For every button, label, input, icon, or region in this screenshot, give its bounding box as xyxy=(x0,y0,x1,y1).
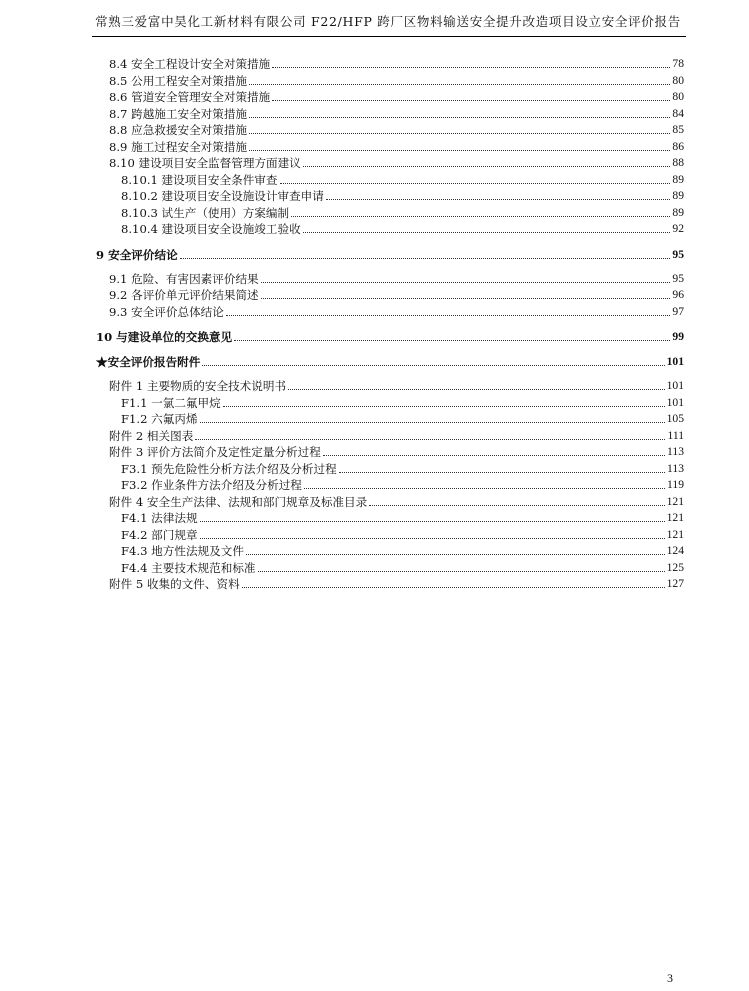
toc-entry-title: 附件 1 主要物质的安全技术说明书 xyxy=(109,379,287,393)
toc-entry-page: 95 xyxy=(672,248,684,261)
toc-entry-title: 附件 3 评价方法简介及定性定量分析过程 xyxy=(109,445,321,459)
toc-entry-8-7[interactable] xyxy=(109,105,684,121)
dot-leader xyxy=(261,298,671,299)
toc-entry-title: F4.3 地方性法规及文件 xyxy=(121,544,244,558)
toc-appendix-1[interactable] xyxy=(109,377,684,393)
dot-leader xyxy=(288,389,665,390)
toc-entry-page: 89 xyxy=(672,173,684,186)
toc-entry-f4-4[interactable] xyxy=(121,559,684,575)
toc-entry-f1-1[interactable] xyxy=(121,394,684,410)
toc-entry-title: 8.10.1 建设项目安全条件审查 xyxy=(121,173,278,187)
toc-entry-page: 80 xyxy=(672,74,684,87)
toc-entry-title: 8.5 公用工程安全对策措施 xyxy=(109,74,248,88)
dot-leader xyxy=(195,439,665,440)
toc-entry-f4-1[interactable] xyxy=(121,509,684,525)
toc-entry-title: F3.2 作业条件方法介绍及分析过程 xyxy=(121,478,302,492)
toc-entry-page: 92 xyxy=(672,222,684,235)
toc-entry-8-10-2[interactable] xyxy=(121,187,684,203)
toc-entry-title: 8.10.3 试生产（使用）方案编制 xyxy=(121,206,290,220)
dot-leader xyxy=(242,587,665,588)
toc-entry-page: 124 xyxy=(666,544,684,557)
toc-entry-page: 101 xyxy=(666,379,684,392)
dot-leader xyxy=(202,365,664,366)
toc-entry-title: F4.4 主要技术规范和标准 xyxy=(121,561,256,575)
toc-entry-page: 113 xyxy=(667,445,684,458)
toc-entry-title: F4.2 部门规章 xyxy=(121,528,198,542)
toc-entry-page: 121 xyxy=(666,528,684,541)
toc-appendices[interactable] xyxy=(96,353,684,369)
dot-leader xyxy=(323,455,665,456)
toc-entry-title: ★安全评价报告附件 xyxy=(96,355,201,369)
toc-entry-page: 97 xyxy=(672,305,684,318)
toc-entry-page: 101 xyxy=(666,355,684,368)
toc-entry-9-3[interactable] xyxy=(109,303,684,319)
toc-entry-title: 附件 4 安全生产法律、法规和部门规章及标准目录 xyxy=(109,495,368,509)
dot-leader xyxy=(369,505,664,506)
toc-appendix-5[interactable] xyxy=(109,575,684,591)
toc-entry-title: 8.10.4 建设项目安全设施竣工验收 xyxy=(121,222,301,236)
dot-leader xyxy=(200,521,665,522)
toc-entry-8-5[interactable] xyxy=(109,72,684,88)
toc-entry-page: 84 xyxy=(672,107,684,120)
toc-chapter-9[interactable] xyxy=(96,246,684,262)
toc-entry-title: F1.1 一氯二氟甲烷 xyxy=(121,396,221,410)
toc-entry-page: 121 xyxy=(666,495,684,508)
toc-entry-page: 105 xyxy=(666,412,684,425)
toc-entry-8-10-1[interactable] xyxy=(121,171,684,187)
dot-leader xyxy=(200,422,665,423)
running-header: 常熟三爱富中昊化工新材料有限公司 F22/HFP 跨厂区物料输送安全提升改造项目设立安全评价报告 xyxy=(95,14,681,29)
toc-entry-title: 8.10 建设项目安全监督管理方面建议 xyxy=(109,156,301,170)
toc-entry-f3-1[interactable] xyxy=(121,460,684,476)
toc-entry-page: 113 xyxy=(667,462,684,475)
toc-entry-page: 96 xyxy=(672,288,684,301)
toc-entry-title: 8.4 安全工程设计安全对策措施 xyxy=(109,57,271,71)
toc-entry-title: 8.6 管道安全管理安全对策措施 xyxy=(109,90,271,104)
toc-entry-title: 8.10.2 建设项目安全设施设计审查申请 xyxy=(121,189,324,203)
dot-leader xyxy=(249,117,670,118)
toc-entry-page: 85 xyxy=(672,123,684,136)
dot-leader xyxy=(291,216,670,217)
toc-entry-f3-2[interactable] xyxy=(121,476,684,492)
dot-leader xyxy=(326,199,671,200)
toc-entry-page: 119 xyxy=(667,478,684,491)
dot-leader xyxy=(234,340,670,341)
toc-entry-page: 89 xyxy=(672,206,684,219)
toc-entry-f1-2[interactable] xyxy=(121,410,684,426)
toc-appendix-4[interactable] xyxy=(109,493,684,509)
dot-leader xyxy=(261,282,671,283)
toc-entry-page: 101 xyxy=(666,396,684,409)
dot-leader xyxy=(303,232,671,233)
toc-entry-title: 8.9 施工过程安全对策措施 xyxy=(109,140,248,154)
toc-entry-9-1[interactable] xyxy=(109,270,684,286)
toc-entry-8-4[interactable] xyxy=(109,55,684,71)
toc-appendix-3[interactable] xyxy=(109,443,684,459)
toc-entry-title: 9.3 安全评价总体结论 xyxy=(109,305,224,319)
toc-entry-title: F4.1 法律法规 xyxy=(121,511,198,525)
toc-entry-f4-3[interactable] xyxy=(121,542,684,558)
toc-entry-8-6[interactable] xyxy=(109,88,684,104)
toc-entry-title: 9 安全评价结论 xyxy=(96,248,178,262)
dot-leader xyxy=(249,84,670,85)
toc-entry-9-2[interactable] xyxy=(109,286,684,302)
toc-entry-page: 80 xyxy=(672,90,684,103)
toc-entry-page: 95 xyxy=(672,272,684,285)
dot-leader xyxy=(223,406,665,407)
toc-entry-page: 89 xyxy=(672,189,684,202)
toc-entry-title: 10 与建设单位的交换意见 xyxy=(96,330,233,344)
toc-entry-title: 附件 5 收集的文件、资料 xyxy=(109,577,240,591)
dot-leader xyxy=(280,183,671,184)
dot-leader xyxy=(258,571,665,572)
toc-entry-8-8[interactable] xyxy=(109,121,684,137)
toc-entry-8-10-4[interactable] xyxy=(121,220,684,236)
dot-leader xyxy=(272,67,670,68)
toc-entry-page: 88 xyxy=(672,156,684,169)
toc-entry-page: 125 xyxy=(666,561,684,574)
dot-leader xyxy=(303,166,671,167)
dot-leader xyxy=(339,472,665,473)
toc-entry-page: 78 xyxy=(672,57,684,70)
toc-entry-page: 99 xyxy=(672,330,684,343)
toc-chapter-10[interactable] xyxy=(96,328,684,344)
toc-entry-f4-2[interactable] xyxy=(121,526,684,542)
dot-leader xyxy=(226,315,671,316)
page-number: 3 xyxy=(667,971,673,985)
toc-entry-title: 附件 2 相关图表 xyxy=(109,429,194,443)
dot-leader xyxy=(249,150,670,151)
toc-appendix-2[interactable] xyxy=(109,427,684,443)
toc-entry-title: 9.2 各评价单元评价结果简述 xyxy=(109,288,259,302)
toc-entry-page: 111 xyxy=(667,429,684,442)
toc-entry-title: F1.2 六氟丙烯 xyxy=(121,412,198,426)
toc-entry-page: 86 xyxy=(672,140,684,153)
toc-entry-page: 127 xyxy=(666,577,684,590)
toc-entry-title: F3.1 预先危险性分析方法介绍及分析过程 xyxy=(121,462,337,476)
toc-entry-8-9[interactable] xyxy=(109,138,684,154)
dot-leader xyxy=(246,554,665,555)
dot-leader xyxy=(249,133,670,134)
toc-entry-page: 121 xyxy=(666,511,684,524)
toc-entry-8-10-3[interactable] xyxy=(121,204,684,220)
toc-entry-title: 9.1 危险、有害因素评价结果 xyxy=(109,272,259,286)
toc-entry-8-10[interactable] xyxy=(109,154,684,170)
toc-entry-title: 8.7 跨越施工安全对策措施 xyxy=(109,107,248,121)
dot-leader xyxy=(304,488,665,489)
dot-leader xyxy=(200,538,665,539)
dot-leader xyxy=(272,100,670,101)
toc-entry-title: 8.8 应急救援安全对策措施 xyxy=(109,123,248,137)
dot-leader xyxy=(180,258,671,259)
